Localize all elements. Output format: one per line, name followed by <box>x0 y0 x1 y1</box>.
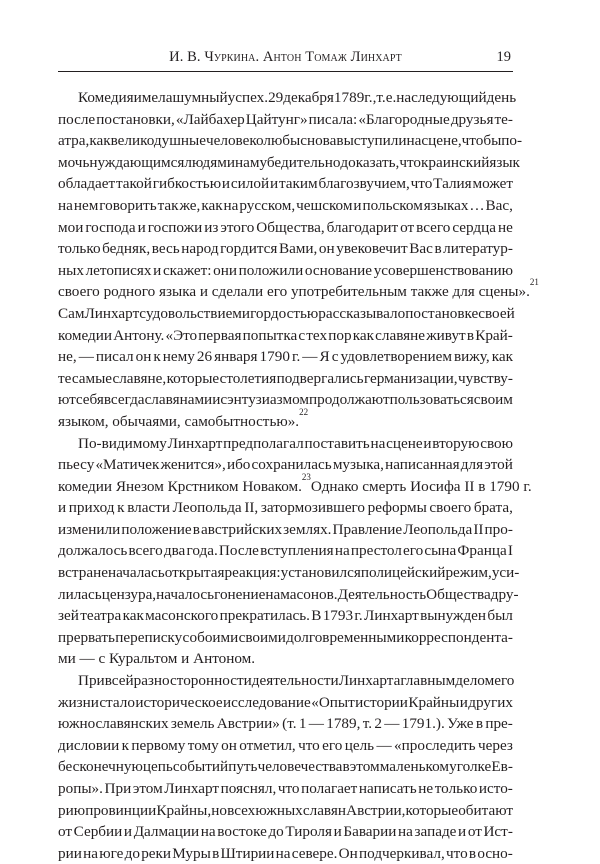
running-header <box>58 47 513 72</box>
text-line: атра, как великодушные человеколюбы снова выступили на сцене, чтобы по- <box>58 132 523 150</box>
text-line: южнославянских земель Австрии» (т. 1 — 1789, т. 2 — 1791.). Уже в пре- <box>58 715 513 733</box>
text-line: зей театра как масонского прекратилась. В 1793 г. Линхарт вынужден был <box>58 607 513 625</box>
footnote-ref-22[interactable]: 22 <box>299 406 309 417</box>
line-text: своего родного языка и сделали его употребительным также для сцены». <box>58 283 530 301</box>
text-line: ют себя всегда славянами и с энтузиазмом продолжают пользоваться своим <box>58 391 513 409</box>
text-line: жизни стало историческое исследование «Опыт истории Крайны и других <box>58 693 513 711</box>
text-line: и приход к власти Леопольда II, затормозившего реформы своего брата, <box>58 499 513 517</box>
text-line: Сам Линхарт с удовольствием и гордостью рассказывал о постановке своей <box>58 304 515 322</box>
text-line: мочь нуждающимся людям и нам убедительно доказать, что краинский язык <box>58 153 520 171</box>
footnote-ref-21[interactable]: 21 <box>529 277 539 288</box>
text-line: По-видимому Линхарт предполагал поставить на сцене и вторую свою <box>78 434 513 452</box>
footnote-ref-23[interactable]: 23 <box>301 471 311 482</box>
text-line: только бедняк, весь народ гордится Вами, он увековечит Вас в литератур- <box>58 240 513 258</box>
text-line: обладает такой гибкостью и силой и таким благозвучием, что Талия может <box>58 175 513 193</box>
text-line: дисловии к первому тому он отметил, что его цель — «проследить через <box>58 736 513 754</box>
text-line: ных летописях и скажет: они положили основание усовершенствованию <box>58 261 513 279</box>
text-line: рию провинции Крайны, но всех южных славян Австрии, которые обитают <box>58 801 513 819</box>
text-line <box>58 277 539 303</box>
paragraph-3 <box>58 670 513 864</box>
text-line: Комедия имела шумный успех. 29 декабря 1789 г., т. е. на следующий день <box>78 89 517 106</box>
text-line: должалось всего два года. После вступления на престол его сына Франца I <box>58 542 513 560</box>
text-line <box>58 406 513 433</box>
text-line <box>58 471 532 498</box>
line-text: комедии Янезом Крстником Новаком. <box>58 477 302 495</box>
text-line: изменили положение в австрийских землях. Правление Леопольда II про- <box>58 520 513 538</box>
paragraph-2 <box>58 433 532 671</box>
text-line: При всей разносторонности деятельности Линхарта главным делом его <box>78 672 515 690</box>
text-line: от Сербии и Далмации на востоке до Тироля и Баварии на западе и от Ист- <box>58 823 513 841</box>
text-line: комедии Антону. «Это первая попытка с тех пор как славяне живут в Край- <box>58 326 513 344</box>
text-line: в стране началась открытая реакция: установился полицейский режим, уси- <box>58 564 520 582</box>
running-title: И. В. Чуркина. Антон Томаж Линхарт <box>169 49 402 65</box>
line-text: языком, обычаями, самобытностью». <box>58 412 300 430</box>
line-text: Однако смерть Иосифа II в 1790 г. <box>310 477 532 495</box>
text-line: на нем говорить так же, как на русском, чешском и польском языках … Вас, <box>58 196 513 214</box>
text-line: прервать переписку с обоими своими долговременными корреспондента- <box>58 628 513 646</box>
body-text <box>58 87 539 864</box>
text-line: пьесу «Матичек женится», ибо сохранилась музыка, написанная для этой <box>58 456 513 474</box>
text-line: те самые славяне, которые столетия подвергались германизации, чувству- <box>58 369 513 387</box>
text-line: рии на юге до реки Муры в Штирии на севере. Он подчеркивал, что в осно- <box>58 844 513 862</box>
text-line: мои господа и госпожи из этого Общества, благодарит от всего сердца не <box>58 218 513 236</box>
page-number: 19 <box>496 49 511 65</box>
paragraph-1 <box>58 87 539 433</box>
text-line: ропы». При этом Линхарт пояснял, что полагает написать не только исто- <box>58 780 513 797</box>
text-line: ми — с Куральтом и Антоном. <box>58 650 256 668</box>
text-line: не, — писал он к нему 26 января 1790 г. — Я с удовлетворением вижу, как <box>58 348 513 366</box>
text-line: бесконечную цепь событий путь человечества в этом маленьком уголке Ев- <box>58 758 513 776</box>
text-line: после постановки, «Лайбахер Цайтунг» писала: «Благородные друзья те- <box>58 110 513 128</box>
text-line: лилась цензура, началось гонение на масонов. Деятельность Общества дру- <box>58 585 519 603</box>
